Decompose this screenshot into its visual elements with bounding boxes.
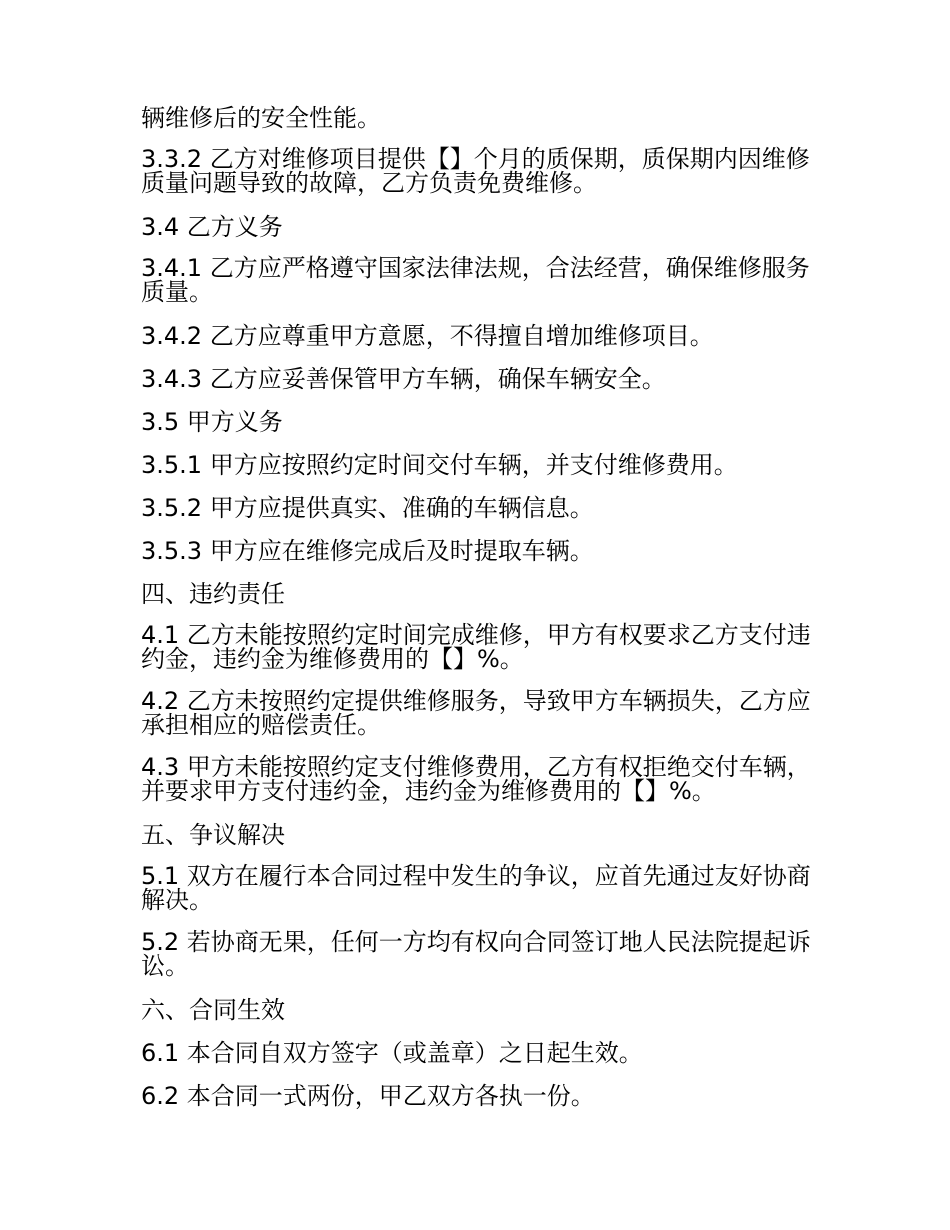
clause-3-3-2: 3.3.2 乙方对维修项目提供【】个月的质保期，质保期内因维修质量问题导致的故障，乙方负责免费维修。 [141,145,810,197]
section-heading-4: 四、违约责任 [141,580,285,608]
clause-5-2: 5.2 若协商无果，任何一方均有权向合同签订地人民法院提起诉讼。 [141,928,811,980]
clause-3-4-2: 3.4.2 乙方应尊重甲方意愿，不得擅自增加维修项目。 [141,322,714,350]
paragraph-continuation: 辆维修后的安全性能。 [141,104,381,132]
clause-3-4-1: 3.4.1 乙方应严格遵守国家法律法规，合法经营，确保维修服务质量。 [141,254,810,306]
section-heading-6: 六、合同生效 [141,996,285,1024]
clause-4-3: 4.3 甲方未能按照约定支付维修费用，乙方有权拒绝交付车辆，并要求甲方支付违约金，违约金为维修费用的【】%。 [141,753,811,805]
clause-4-1: 4.1 乙方未能按照约定时间完成维修，甲方有权要求乙方支付违约金，违约金为维修费用的【】%。 [141,621,811,673]
clause-3-4-3: 3.4.3 乙方应妥善保管甲方车辆，确保车辆安全。 [141,365,666,393]
clause-3-5-2: 3.5.2 甲方应提供真实、准确的车辆信息。 [141,494,594,522]
clause-4-2: 4.2 乙方未按照约定提供维修服务，导致甲方车辆损失，乙方应承担相应的赔偿责任。 [141,687,811,739]
clause-3-5-1: 3.5.1 甲方应按照约定时间交付车辆，并支付维修费用。 [141,451,738,479]
document-body [141,104,811,1125]
heading-3-4: 3.4 乙方义务 [141,213,283,241]
clause-6-1: 6.1 本合同自双方签字（或盖章）之日起生效。 [141,1039,643,1067]
clause-6-2: 6.2 本合同一式两份，甲乙双方各执一份。 [141,1082,595,1110]
clause-3-5-3: 3.5.3 甲方应在维修完成后及时提取车辆。 [141,537,594,565]
heading-3-5: 3.5 甲方义务 [141,408,283,436]
section-heading-5: 五、争议解决 [141,821,285,849]
clause-5-1: 5.1 双方在履行本合同过程中发生的争议，应首先通过友好协商解决。 [141,862,811,914]
